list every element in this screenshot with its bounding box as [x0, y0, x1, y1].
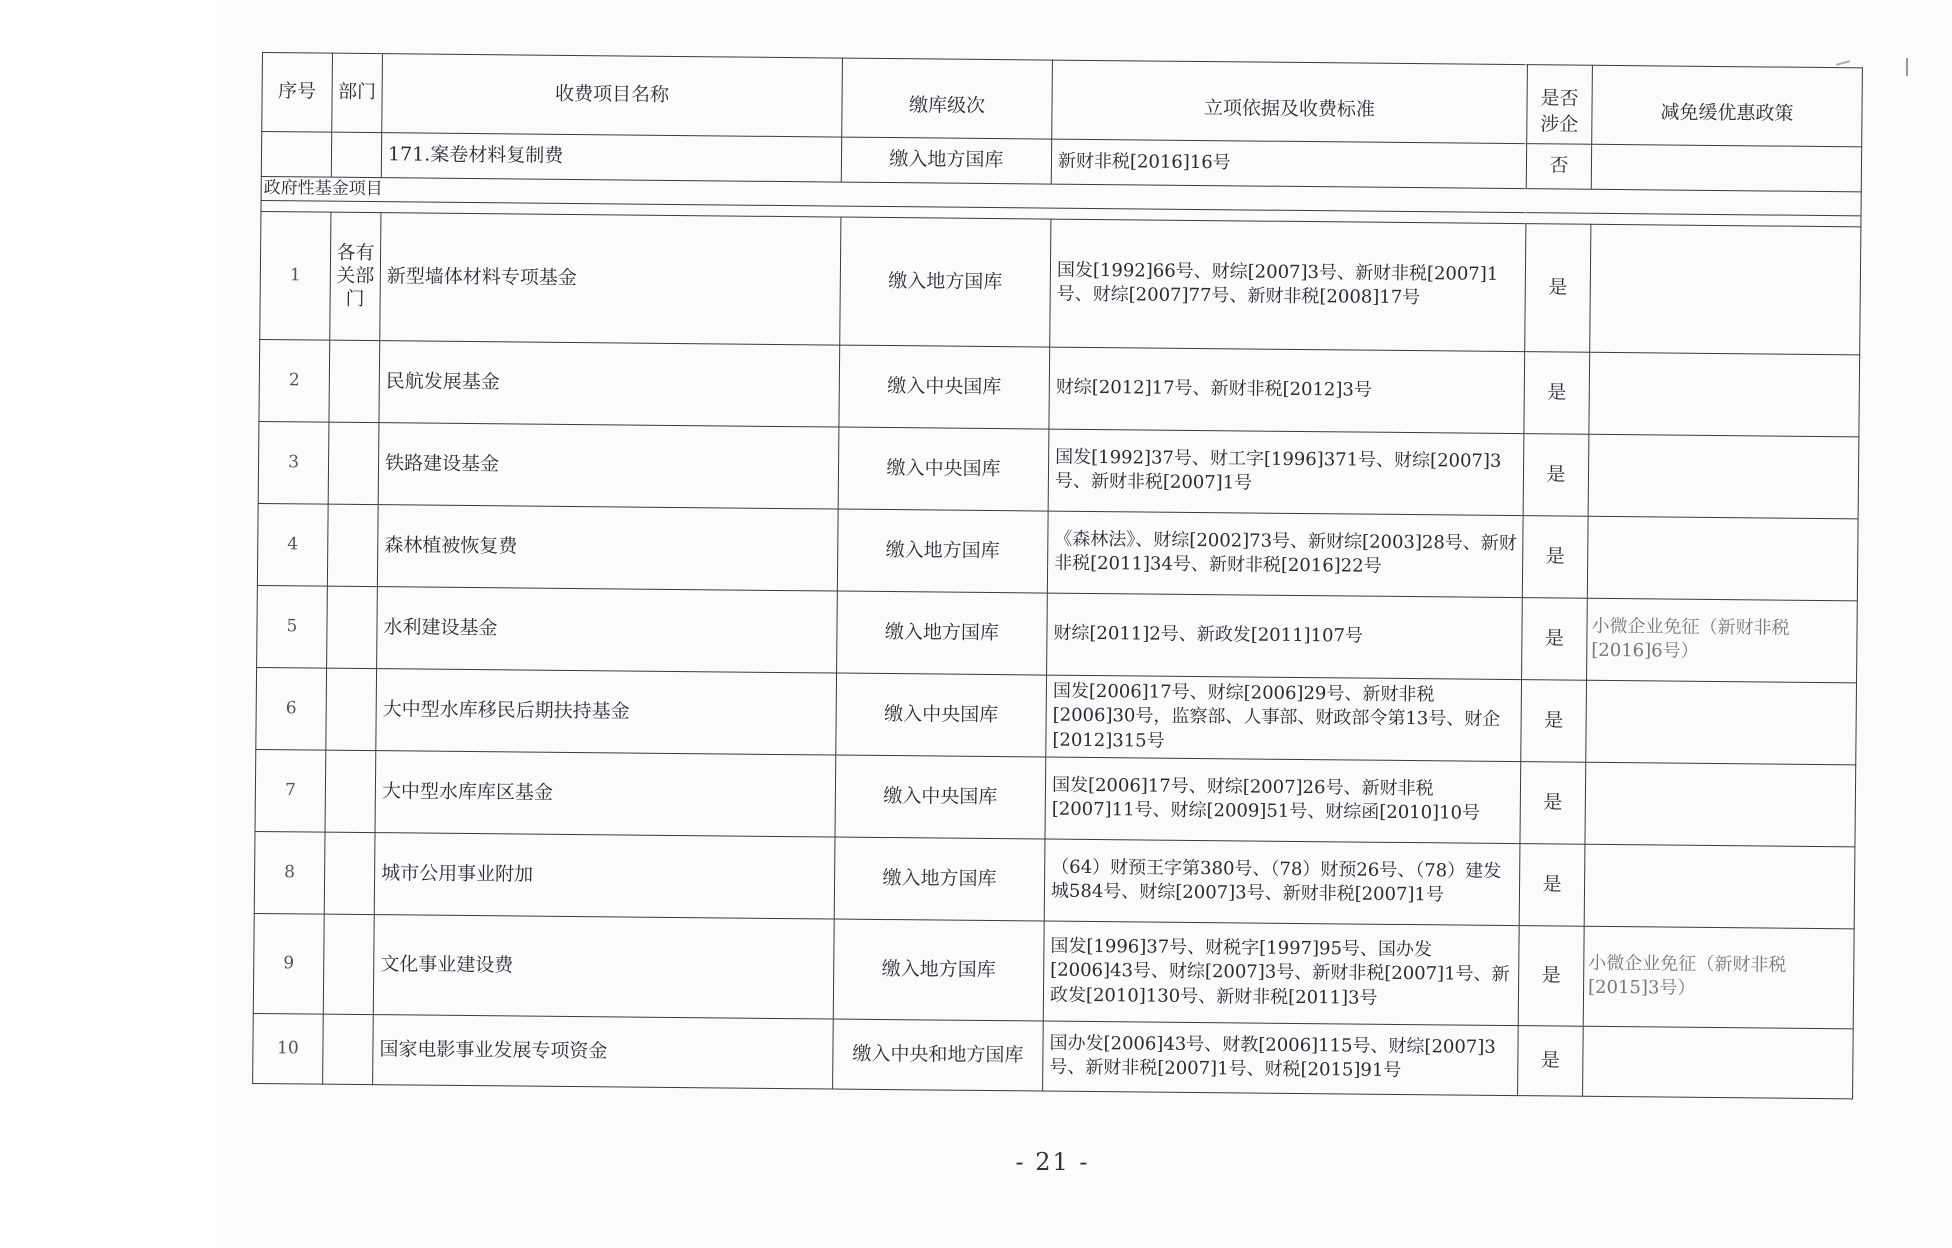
cell-name: 水利建设基金	[377, 587, 838, 673]
cell-policy	[1591, 144, 1861, 192]
cell-seq: 2	[259, 339, 330, 422]
table-row	[257, 585, 1858, 682]
cell-seq: 3	[258, 421, 329, 504]
header-policy: 减免缓优惠政策	[1592, 65, 1863, 147]
cell-policy	[1587, 516, 1858, 601]
cell-enterprise: 是	[1521, 680, 1587, 763]
scan-mark	[1906, 58, 1908, 76]
cell-basis: 国发[2006]17号、财综[2006]29号、新财非税[2006]30号，监察部、人事部、财政部令第13号、财企[2012]315号	[1046, 675, 1522, 762]
cell-seq: 1	[260, 211, 331, 340]
table-row	[253, 1013, 1854, 1098]
cell-basis: 国发[2006]17号、财综[2007]26号、新财非税[2007]11号、财综[2009]51号、财综函[2010]10号	[1045, 757, 1521, 844]
table-row	[259, 339, 1860, 436]
table-row	[260, 211, 1861, 354]
cell-enterprise: 是	[1520, 762, 1586, 845]
cell-policy	[1584, 844, 1855, 929]
cell-level: 缴入地方国库	[833, 919, 1044, 1021]
cell-basis: 国发[1996]37号、财税字[1997]95号、国办发[2006]43号、财综[2007]3号、新财非税[2007]1号、新政发[2010]130号、新财非税[2011]3号	[1043, 921, 1519, 1026]
cell-level: 缴入中央国库	[836, 673, 1047, 757]
cell-policy	[1589, 352, 1860, 437]
cell-basis: 《森林法》、财综[2002]73号、新财综[2003]28号、新财非税[2011]34号、新财非税[2016]22号	[1047, 511, 1523, 598]
header-seq: 序号	[262, 53, 333, 133]
table-row	[254, 831, 1855, 928]
cell-dept	[329, 340, 380, 422]
cell-seq: 9	[253, 913, 324, 1014]
cell-seq: 5	[257, 585, 328, 668]
fee-table	[252, 52, 1863, 1099]
fee-table-container	[252, 52, 1862, 1099]
cell-name: 大中型水库移民后期扶持基金	[376, 669, 837, 755]
cell-enterprise: 是	[1518, 1026, 1584, 1097]
cell-level: 缴入地方国库	[840, 217, 1051, 347]
cell-dept	[323, 914, 374, 1014]
cell-enterprise: 是	[1518, 926, 1584, 1027]
table-row	[257, 503, 1858, 600]
cell-dept	[331, 132, 381, 177]
cell-seq: 7	[255, 749, 326, 832]
header-dept: 部门	[332, 53, 383, 132]
cell-name: 新型墙体材料专项基金	[380, 213, 841, 345]
header-level: 缴库级次	[842, 58, 1053, 139]
table-row	[258, 421, 1859, 518]
header-row	[262, 53, 1863, 147]
cell-name: 森林植被恢复费	[377, 505, 838, 591]
header-enterprise: 是否涉企	[1527, 65, 1593, 145]
header-basis: 立项依据及收费标准	[1052, 60, 1528, 144]
table-row	[256, 667, 1857, 764]
cell-name: 民航发展基金	[379, 341, 840, 427]
page-number: - 21 -	[1015, 1148, 1090, 1176]
cell-enterprise: 是	[1522, 516, 1588, 599]
cell-name: 城市公用事业附加	[374, 833, 835, 919]
cell-enterprise: 是	[1519, 844, 1585, 927]
cell-policy: 小微企业免征（新财非税[2015]3号）	[1583, 926, 1854, 1029]
cell-level: 缴入中央国库	[838, 427, 1049, 511]
cell-seq: 10	[253, 1013, 324, 1084]
scan-left-margin	[0, 0, 216, 1248]
cell-policy	[1590, 224, 1861, 355]
table-row	[253, 913, 1854, 1028]
cell-enterprise: 是	[1525, 224, 1591, 353]
cell-name: 国家电影事业发展专项资金	[373, 1015, 834, 1089]
cell-enterprise: 是	[1523, 434, 1589, 517]
cell-seq	[261, 132, 331, 178]
cell-dept	[328, 422, 379, 504]
cell-basis: 财综[2012]17号、新财非税[2012]3号	[1049, 347, 1525, 434]
cell-level: 缴入地方国库	[841, 137, 1051, 184]
cell-basis: （64）财预王字第380号、（78）财预26号、（78）建发城584号、财综[2007]3号、新财非税[2007]1号	[1044, 839, 1520, 926]
cell-dept: 各有关部门	[330, 212, 381, 340]
cell-level: 缴入地方国库	[834, 837, 1045, 921]
cell-basis: 国发[1992]37号、财工字[1996]371号、财综[2007]3号、新财非税[2007]1号	[1048, 429, 1524, 516]
cell-level: 缴入中央和地方国库	[833, 1019, 1044, 1091]
cell-enterprise: 否	[1526, 144, 1591, 190]
cell-name: 171.案卷材料复制费	[381, 133, 841, 182]
cell-level: 缴入中央国库	[839, 345, 1050, 429]
cell-basis: 国办发[2006]43号、财教[2006]115号、财综[2007]3号、新财非税[2007]1号、财税[2015]91号	[1043, 1021, 1519, 1096]
cell-basis: 财综[2011]2号、新政发[2011]107号	[1047, 593, 1523, 680]
cell-dept	[323, 1014, 374, 1084]
cell-policy: 小微企业免征（新财非税[2016]6号）	[1587, 598, 1858, 683]
section-title: 政府性基金项目	[261, 176, 1861, 215]
cell-policy	[1585, 762, 1856, 847]
cell-policy	[1583, 1026, 1854, 1099]
cell-seq: 8	[254, 831, 325, 914]
cell-policy	[1586, 680, 1857, 765]
cell-name: 文化事业建设费	[373, 915, 834, 1019]
cell-enterprise: 是	[1524, 352, 1590, 435]
cell-basis: 新财非税[2016]16号	[1051, 139, 1526, 189]
cell-seq: 4	[257, 503, 328, 586]
cell-enterprise: 是	[1522, 598, 1588, 681]
cell-level: 缴入中央国库	[835, 755, 1046, 839]
cell-dept	[327, 504, 378, 586]
header-name: 收费项目名称	[382, 54, 843, 137]
cell-policy	[1588, 434, 1859, 519]
cell-dept	[327, 586, 378, 668]
cell-basis: 国发[1992]66号、财综[2007]3号、新财非税[2007]1号、财综[2007]77号、新财非税[2008]17号	[1050, 219, 1526, 352]
cell-seq: 6	[256, 667, 327, 750]
table-row	[255, 749, 1856, 846]
cell-dept	[324, 832, 375, 914]
cell-level: 缴入地方国库	[837, 591, 1048, 675]
cell-level: 缴入地方国库	[837, 509, 1048, 593]
cell-name: 大中型水库库区基金	[375, 751, 836, 837]
cell-name: 铁路建设基金	[378, 423, 839, 509]
cell-dept	[326, 668, 377, 750]
cell-dept	[325, 750, 376, 832]
